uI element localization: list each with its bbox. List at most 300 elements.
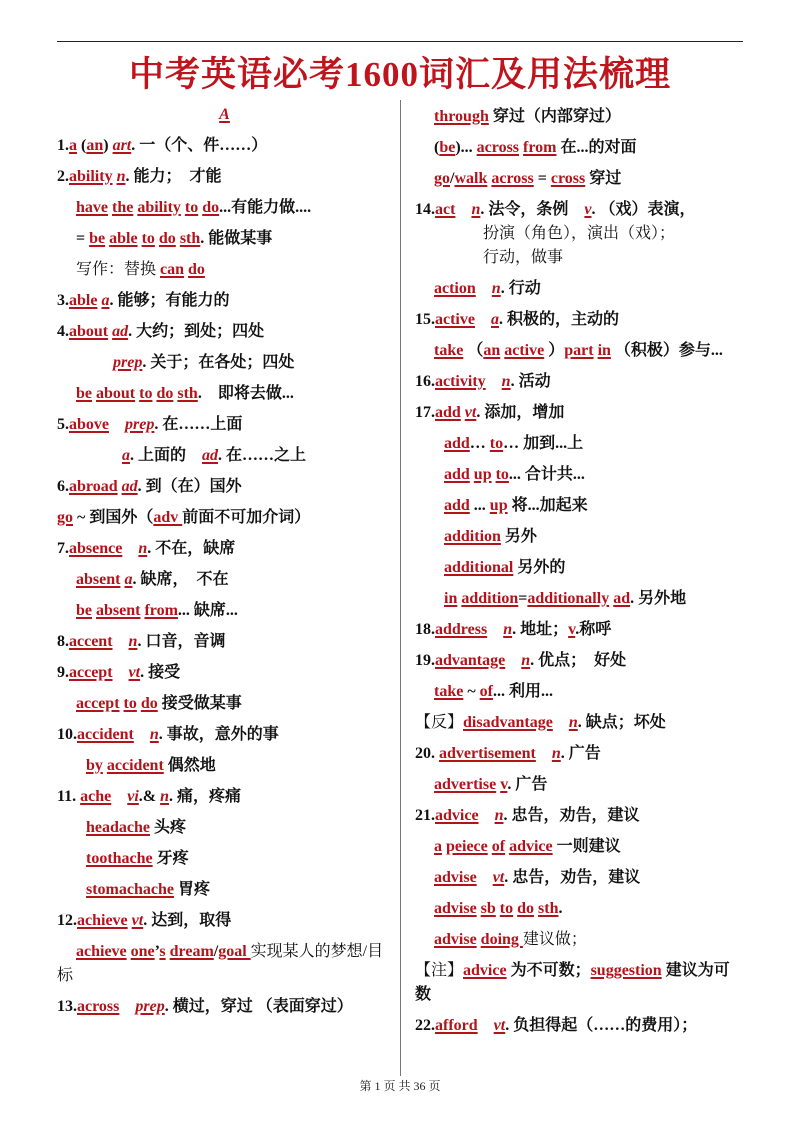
vocab-word: be [89,230,106,247]
vocab-entry [415,804,743,828]
vocab-word: across [491,170,534,187]
definition-text: 穿过 [585,170,622,187]
definition-text: 7. [57,540,69,557]
vocab-sub-line [57,692,392,716]
vocab-word: of [479,683,493,700]
vocab-word: above [69,416,109,433]
vocab-entry [57,995,392,1019]
vocab-word: from [523,139,557,156]
vocab-word: be [439,139,456,156]
vocab-word: activity [435,373,486,390]
definition-text: . 不在，缺席 [147,540,236,557]
part-of-speech: prep [125,416,155,433]
vocab-word: accident [77,726,134,743]
definition-text: = [533,170,551,187]
vocab-sub-line [415,277,743,301]
vocab-word: through [434,108,489,125]
definition-text [476,280,492,297]
part-of-speech: vt [464,404,477,421]
vocab-word: part [564,342,594,359]
definition-text: 胃疼 [173,881,210,898]
definition-text: . 广告 [507,776,548,793]
vocab-word: peiece [446,838,488,855]
part-of-speech: n [160,788,170,805]
vocab-sub-line [415,866,743,890]
part-of-speech: ad [112,323,129,340]
vocab-word: doing [480,931,523,948]
definition-text [553,714,569,731]
vocab-word: add [444,497,470,514]
definition-text: . 添加，增加 [476,404,565,421]
vocab-word: able [109,230,138,247]
definition-text: 19. [415,652,435,669]
part-of-speech: vt [128,664,141,681]
part-of-speech: n [521,652,531,669]
vocab-word: active [435,311,475,328]
definition-text [505,652,521,669]
definition-text: ) [103,137,113,154]
definition-text: 10. [57,726,77,743]
document-title: 中考英语必考1600词汇及用法梳理 [128,55,671,94]
vocab-word: in [444,590,458,607]
vocab-word: to [489,435,504,452]
vocab-word: cross [550,170,586,187]
part-of-speech: n [501,373,511,390]
part-of-speech: art [112,137,132,154]
part-of-speech: v [584,201,592,218]
vocab-sub-line [57,878,392,902]
part-of-speech: a [124,571,133,588]
definition-text: 12. [57,912,77,929]
definition-text: . 活动 [510,373,551,390]
vocab-word: a [434,838,442,855]
vocab-sub-line [415,105,743,129]
vocab-sub-line [415,773,743,797]
vocab-word: additional [444,559,514,576]
definition-text: .& [138,788,161,805]
part-of-speech: n [128,633,138,650]
vocab-word: abroad [69,478,118,495]
vocab-entry [57,723,392,747]
definition-text: 8. [57,633,69,650]
definition-text: 前面不可加介词） [182,509,311,526]
vocab-word: up [473,466,492,483]
definition-text: . 事故，意外的事 [158,726,279,743]
definition-text: 接受做某事 [157,695,242,712]
vocab-entry [57,537,392,561]
vocab-entry [57,785,392,809]
definition-text: 14. [415,201,435,218]
vocab-word: to [123,695,137,712]
vocab-sub-line [57,816,392,840]
definition-text: . 积极的，主动的 [499,311,620,328]
definition-text: . （戏）表演， [591,201,696,218]
definition-text [536,745,552,762]
definition-text: . 大约；到处；四处 [128,323,265,340]
section-heading [57,103,392,127]
definition-text: 建议做； [522,931,587,948]
vocab-word: to [499,900,514,917]
definition-text: . 即将去做... [197,385,294,402]
vocab-word: about [69,323,109,340]
definition-text: ） [544,342,565,359]
vocab-sub-line [415,835,743,859]
vocab-word: advertise [434,776,497,793]
vocab-word: across [476,139,520,156]
definition-text: 头疼 [150,819,187,836]
vocab-entry [415,711,743,735]
definition-text: 5. [57,416,69,433]
definition-text: 偶然地 [163,757,216,774]
vocab-word: do [158,230,176,247]
part-of-speech: n [116,168,126,185]
part-of-speech: n [138,540,148,557]
vocab-word: do [156,385,174,402]
vocab-entry [57,909,392,933]
vocab-word: to [139,385,153,402]
vocab-word: advice [509,838,553,855]
definition-text: 建议为可数 [415,962,730,1003]
vocab-word: add [444,435,470,452]
vocab-entry [415,742,743,766]
part-of-speech: vt [131,912,144,929]
vocab-sub-line [415,246,743,270]
vocab-word: in [597,342,611,359]
vocab-word: across [77,998,120,1015]
definition-text: . 能做某事 [200,230,273,247]
vocab-word: advise [434,900,477,917]
vocab-entry [57,165,392,189]
vocab-entry [57,320,392,344]
definition-text [119,998,135,1015]
vocab-sub-line [57,568,392,592]
vocab-sub-line [415,167,743,191]
definition-text: . 负担得起（……的费用）； [505,1017,698,1034]
definition-text: （积极）参与... [610,342,723,359]
vocab-sub-line [57,258,392,282]
vocab-word: suggestion [590,962,662,979]
vocab-word: to [495,466,509,483]
vocab-word: an [483,342,501,359]
vocab-word: absent [96,602,141,619]
part-of-speech: ad [121,478,138,495]
vocab-word: goal [218,943,251,960]
definition-text: . 行动 [500,280,541,297]
vocab-word: accept [76,695,120,712]
vocab-entry [57,661,392,685]
part-of-speech: a [491,311,499,328]
definition-text: . 在……上面 [154,416,243,433]
vocab-word: advertisement [439,745,536,762]
vocab-word: take [434,342,464,359]
definition-text: . 缺点；坏处 [577,714,666,731]
vocab-entry [57,506,392,530]
vocab-word: headache [86,819,150,836]
definition-text [111,788,127,805]
vocab-entry [415,959,743,1007]
definition-text: . 一（个、件……） [131,137,268,154]
part-of-speech: n [471,201,481,218]
definition-text: . 横过，穿过 （表面穿过） [164,998,353,1015]
vocab-entry [57,289,392,313]
vocab-word: have [76,199,108,216]
vocab-entry [415,370,743,394]
part-of-speech: n [491,280,501,297]
definition-text: . 地址； [512,621,569,638]
vocab-word: by [86,757,103,774]
definition-text: 扮演（角色），演出（戏）； [483,225,676,242]
definition-text: = [76,230,90,247]
vocab-word: do [517,900,535,917]
top-rule [57,41,743,42]
vocab-word: advise [434,931,477,948]
definition-text: 为不可数； [506,962,591,979]
vocab-entry [57,475,392,499]
definition-text: 18. [415,621,435,638]
definition-text: 一则建议 [552,838,621,855]
vocab-word: one [130,943,155,960]
page-footer: 第 1 页 共 36 页 [359,1079,441,1093]
part-of-speech: n [568,714,578,731]
vocab-sub-line [57,227,392,251]
definition-text: 21. [415,807,435,824]
vocab-word: sth [177,385,198,402]
vocab-word: about [96,385,136,402]
vocab-word: stomachache [86,881,174,898]
vocab-word: add [435,404,461,421]
vocab-sub-line [415,222,743,246]
vocab-sub-line [415,432,743,456]
definition-text [113,664,129,681]
vocab-word: absence [69,540,123,557]
definition-text: 11. [57,788,81,805]
vocab-word: an [86,137,104,154]
part-of-speech: prep [113,354,143,371]
definition-text: / [450,170,455,187]
right-column [415,105,743,1045]
left-column [57,103,392,1026]
vocab-sub-line [57,940,392,988]
vocab-word: disadvantage [463,714,553,731]
definition-text: 9. [57,664,69,681]
definition-text: ~ 到国外（ [73,509,154,526]
vocab-word: adv [153,509,183,526]
definition-text: . 上面的 [130,447,203,464]
vocab-word: of [491,838,506,855]
definition-text: = [518,590,528,607]
vocab-word: walk [454,170,488,187]
vocab-word: do [140,695,158,712]
vocab-word: s [159,943,166,960]
vocab-entry [57,630,392,654]
definition-text: 另外的 [513,559,566,576]
vocab-sub-line [57,754,392,778]
vocab-word: advantage [435,652,506,669]
definition-text [475,311,491,328]
definition-text [477,869,493,886]
definition-text [486,373,502,390]
vocab-word: the [112,199,134,216]
vocab-word: sb [480,900,496,917]
vocab-word: to [184,199,199,216]
definition-text [109,416,125,433]
vocab-word: ad [613,590,631,607]
vocab-word: to [141,230,155,247]
definition-text: 牙疼 [152,850,189,867]
definition-text: 6. [57,478,69,495]
part-of-speech: n [503,621,513,638]
vocab-word: addition [444,528,501,545]
definition-text: . 忠告，劝告，建议 [504,869,641,886]
definition-text: 1. [57,137,69,154]
vocab-word: accent [69,633,113,650]
definition-text: . 忠告，劝告，建议 [503,807,640,824]
part-of-speech: n [494,807,504,824]
vocab-word: achieve [76,943,127,960]
definition-text: 17. [415,404,435,421]
vocab-sub-line [57,599,392,623]
definition-text: . 广告 [560,745,601,762]
vocab-sub-line [415,556,743,580]
definition-text: 穿过（内部穿过） [488,108,621,125]
part-of-speech: vi [127,788,139,805]
vocab-word: do [188,261,205,278]
part-of-speech: ad [202,447,219,464]
vocab-word: be [76,602,92,619]
definition-text: 16. [415,373,435,390]
vocab-word: toothache [86,850,153,867]
definition-text: ( [77,137,87,154]
part-of-speech: vt [493,1017,506,1034]
part-of-speech: a [101,292,110,309]
vocab-sub-line [415,136,743,160]
definition-text [487,621,503,638]
vocab-word: address [435,621,488,638]
vocab-sub-line [415,928,743,952]
definition-text: ...有能力做.... [219,199,312,216]
definition-text: ( [434,139,440,156]
definition-text: 4. [57,323,69,340]
vocab-sub-line [415,897,743,921]
vocab-sub-line [415,525,743,549]
vocab-word: from [144,602,178,619]
vocab-sub-line [57,444,392,468]
vocab-word: do [202,199,220,216]
vocab-sub-line [415,587,743,611]
vocab-word: ability [69,168,113,185]
vocab-word: dream [169,943,214,960]
vocab-word: advise [434,869,477,886]
definition-text: 写作：替换 [76,261,161,278]
vocab-word: ache [80,788,112,805]
vocab-sub-line [415,463,743,487]
vocab-sub-line [57,847,392,871]
definition-text: . 到（在）国外 [137,478,242,495]
definition-text: . 能力； 才能 [125,168,222,185]
part-of-speech: vt [492,869,505,886]
definition-text: … [469,435,490,452]
vocab-word: able [69,292,98,309]
definition-text: 【反】 [415,714,464,731]
vocab-word: achieve [77,912,128,929]
vocab-word: take [434,683,464,700]
definition-text: ’ [154,943,160,960]
definition-text: 13. [57,998,77,1015]
definition-text: . 在……之上 [218,447,307,464]
vocab-word: go [434,170,450,187]
vocab-word: be [76,385,92,402]
definition-text: 实现某人的梦想/目标 [57,943,384,984]
part-of-speech: a [122,447,130,464]
definition-text: （ [463,342,484,359]
vocab-word: additionally [527,590,610,607]
vocab-word: sth [179,230,201,247]
definition-text: . 法令，条例 [480,201,585,218]
vocab-entry [415,308,743,332]
definition-text: . 接受 [140,664,181,681]
definition-text: 22. [415,1017,435,1034]
definition-text: . 能够；有能力的 [109,292,230,309]
vocab-word: v [568,621,576,638]
vocab-entry [415,649,743,673]
vocab-word: ability [137,199,181,216]
definition-text [479,807,495,824]
vocab-word: addition [461,590,519,607]
definition-text: . 达到，取得 [143,912,232,929]
vocab-word: act [435,201,456,218]
definition-text: ~ [463,683,480,700]
part-of-speech: n [551,745,561,762]
vocab-word: absent [76,571,121,588]
definition-text: 3. [57,292,69,309]
definition-text: . [558,900,563,917]
vocab-sub-line [57,351,392,375]
definition-text [455,201,471,218]
definition-text: 15. [415,311,435,328]
part-of-speech: prep [135,998,165,1015]
definition-text: 行动，做事 [483,249,564,266]
vocab-word: a [69,137,77,154]
vocab-sub-line [57,382,392,406]
column-divider [400,100,401,1076]
definition-text: . 关于；在各处；四处 [142,354,295,371]
vocab-word: can [160,261,185,278]
part-of-speech: n [149,726,159,743]
definition-text: . 另外地 [630,590,687,607]
vocab-entry [57,134,392,158]
definition-text [122,540,138,557]
definition-text: ... [469,497,490,514]
vocab-entry [57,413,392,437]
definition-text: . 缺席， 不在 [132,571,229,588]
vocab-word: up [489,497,508,514]
definition-text: . 优点； 好处 [530,652,627,669]
vocab-sub-line [57,196,392,220]
vocab-word: sth [538,900,559,917]
definition-text: ... 缺席... [177,602,238,619]
vocab-entry [415,401,743,425]
definition-text: .称呼 [575,621,612,638]
vocab-word: add [444,466,470,483]
vocab-word: active [504,342,545,359]
definition-text: . 痛，疼痛 [169,788,242,805]
vocab-sub-line [415,680,743,704]
vocab-word: go [57,509,73,526]
vocab-word: v [500,776,508,793]
part-of-speech: A [219,106,230,123]
definition-text [113,633,129,650]
definition-text: 另外 [500,528,537,545]
